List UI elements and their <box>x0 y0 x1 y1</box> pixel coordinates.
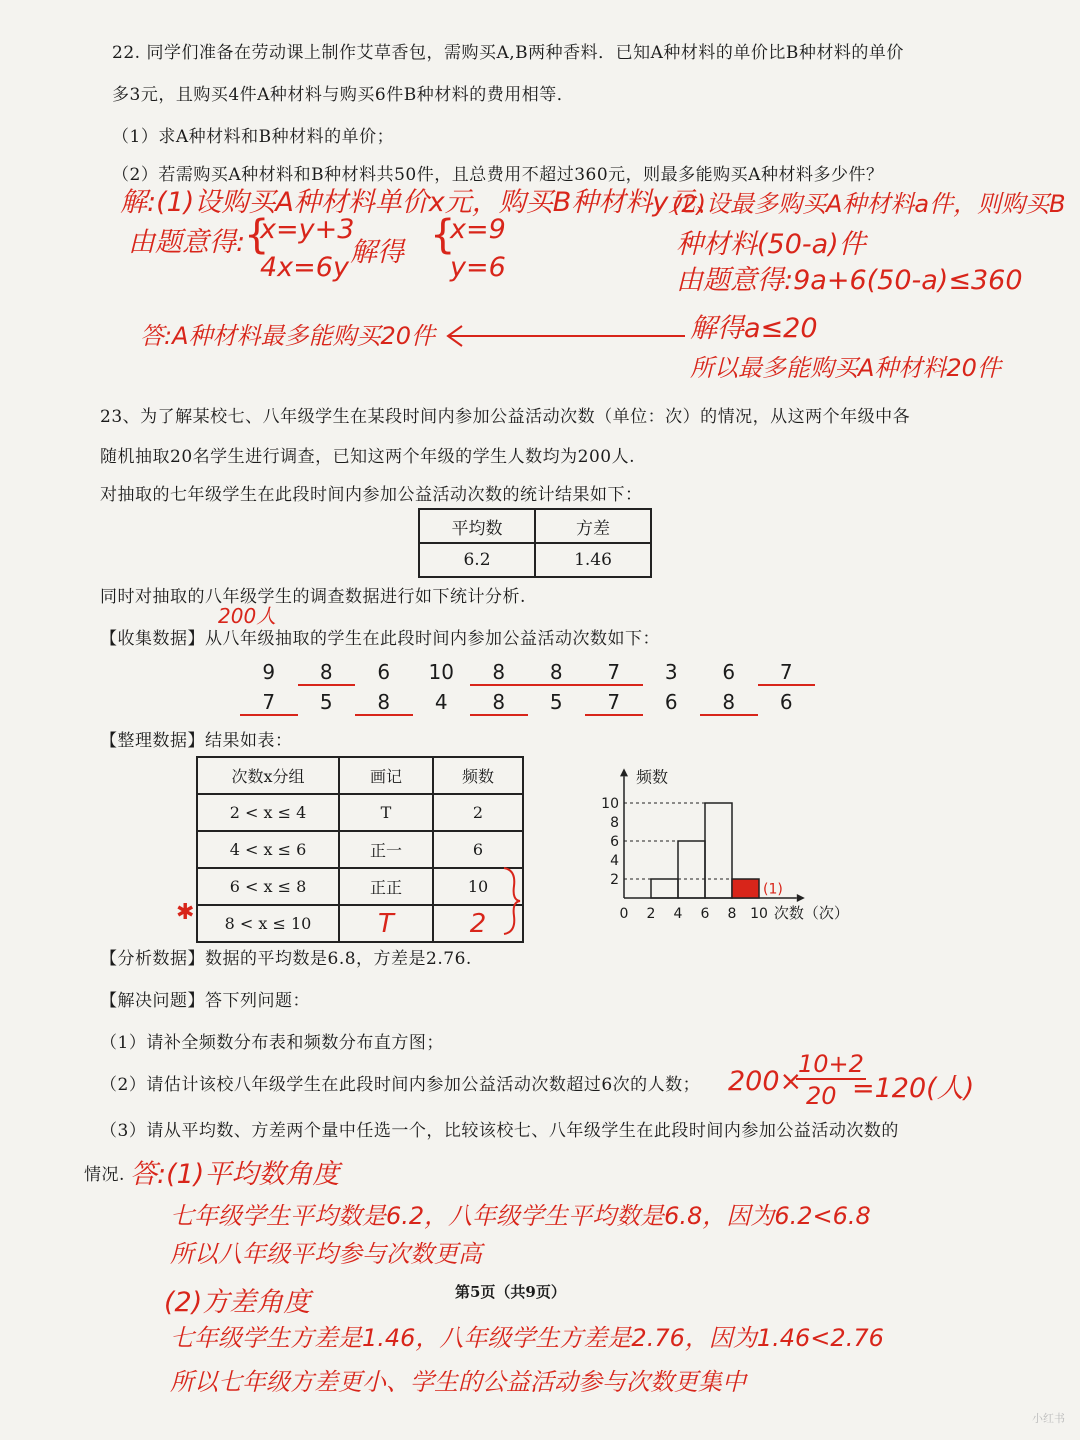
histogram-bar <box>678 841 705 898</box>
x-tick-label: 8 <box>727 906 737 922</box>
q23-organize: 【整理数据】结果如表： <box>100 731 293 751</box>
freq-cell: 6 < x ≤ 8 <box>197 868 339 905</box>
freq-cell: T <box>339 794 433 831</box>
filled-bar-label: (1) <box>763 881 783 898</box>
freq-cell: 8 < x ≤ 10 <box>197 905 339 942</box>
x-tick-label: 10 <box>750 906 768 922</box>
q22-line2: 多3元，且购买4件A种材料与购买6件B种材料的费用相等． <box>112 85 575 105</box>
data-row-2 <box>240 690 820 716</box>
freq-cell: 正正 <box>339 868 433 905</box>
q23-ans3-line3: 七年级学生方差是1.46，八年级学生方差是2.76，因为1.46<2.76 <box>170 1324 884 1352</box>
stat-header-mean: 平均数 <box>419 509 535 543</box>
x-tick-label: 0 <box>619 906 629 922</box>
watermark: 小红书 <box>1032 1412 1065 1425</box>
q23-part3-line2: 情况. <box>84 1165 125 1185</box>
freq-cell: 6 <box>433 831 523 868</box>
data-value: 8 <box>355 690 413 716</box>
arrow-left-icon <box>440 318 690 358</box>
q22-final-answer: 答:A种材料最多能购买20件 <box>140 322 436 350</box>
data-value: 5 <box>549 690 563 714</box>
data-value: 8 <box>470 690 528 716</box>
q23-line2: 随机抽取20名学生进行调查，已知这两个年级的学生人数均为200人. <box>100 447 635 467</box>
star-mark-icon: ✱ <box>176 900 195 925</box>
q23-part3-line1: （3）请从平均数、方差两个量中任选一个，比较该校七、八年级学生在此段时间内参加公益活动次数的 <box>100 1121 899 1141</box>
freq-cell: 4 < x ≤ 6 <box>197 831 339 868</box>
q22-part1: （1）求A种材料和B种材料的单价； <box>112 127 395 147</box>
stat-header-variance: 方差 <box>535 509 651 543</box>
freq-cell: 2 <box>433 794 523 831</box>
data-value: 8 <box>470 660 528 686</box>
x-axis-label: 次数（次） <box>773 904 849 922</box>
q22-part2: （2）若需购买A种材料和B种材料共50件，且总费用不超过360元，则最多能购买A种材料多少件？ <box>112 165 884 185</box>
data-value: 7 <box>585 660 643 686</box>
q23-ans3-line1: 七年级学生平均数是6.2，八年级学生平均数是6.8，因为6.2<6.8 <box>170 1202 871 1230</box>
freq-cell: 正一 <box>339 831 433 868</box>
x-tick-label: 4 <box>673 906 683 922</box>
q22-ans2-line4: 解得a≤20 <box>690 313 818 344</box>
brace-left-2: { <box>430 212 456 258</box>
q23-collect: 【收集数据】从八年级抽取的学生在此段时间内参加公益活动次数如下： <box>100 629 660 649</box>
y-axis-arrow <box>620 768 628 776</box>
q23-p2-answer-b: =120(人) <box>852 1073 975 1104</box>
q23-ans3-line4: 所以七年级方差更小、学生的公益活动参与次数更集中 <box>170 1368 746 1396</box>
data-value: 7 <box>758 660 816 686</box>
data-value: 6 <box>722 660 736 684</box>
q23-ans3-head: 答:(1)平均数角度 <box>130 1159 340 1190</box>
data-value: 8 <box>700 690 758 716</box>
page-footer: 第5页（共9页） <box>455 1283 566 1301</box>
y-tick-label: 2 <box>610 872 619 888</box>
data-row-1 <box>240 660 820 686</box>
data-value: 8 <box>298 660 356 686</box>
data-value: 3 <box>664 660 678 684</box>
y-tick-label: 10 <box>601 796 619 812</box>
q23-ans3-line2: 所以八年级平均参与次数更高 <box>170 1240 482 1268</box>
y-tick-label: 4 <box>610 853 619 869</box>
q23-ans3-head2: (2)方差角度 <box>164 1287 311 1318</box>
q22-ans2-line5: 所以最多能购买A种材料20件 <box>690 354 1001 382</box>
data-value: 4 <box>434 690 448 714</box>
data-value: 8 <box>528 660 586 686</box>
freq-header-count: 频数 <box>433 757 523 794</box>
data-value: 5 <box>319 690 333 714</box>
data-value: 10 <box>428 660 454 684</box>
q22-ans2-line2: 种材料(50-a)件 <box>676 229 866 260</box>
frequency-table <box>196 756 524 943</box>
freq-header-tally: 画记 <box>339 757 433 794</box>
q23-part1: （1）请补全频数分布表和频数分布直方图； <box>100 1033 444 1053</box>
histogram-bar <box>705 803 732 898</box>
q23-solve: 【解决问题】答下列问题： <box>100 991 310 1011</box>
q23-p2-answer-numerator: 10+2 <box>798 1050 864 1078</box>
q22-sol2: y=6 <box>450 252 506 283</box>
q23-part2: （2）请估计该校八年级学生在此段时间内参加公益活动次数超过6次的人数； <box>100 1075 701 1095</box>
q23-note-200: 200人 <box>218 604 277 628</box>
data-value: 6 <box>664 690 678 714</box>
y-tick-label: 6 <box>610 834 619 850</box>
q23-line4: 同时对抽取的八年级学生的调查数据进行如下统计分析. <box>100 587 526 607</box>
freq-cell: 10 <box>433 868 523 905</box>
histogram-bar <box>651 879 678 898</box>
grade7-stat-table <box>418 508 652 578</box>
freq-cell-handwritten: 2 <box>433 905 523 942</box>
x-axis-arrow <box>797 894 805 902</box>
q23-line1: 23、为了解某校七、八年级学生在某段时间内参加公益活动次数（单位：次）的情况，从这两个年级中各 <box>100 407 911 427</box>
q23-line3: 对抽取的七年级学生在此段时间内参加公益活动次数的统计结果如下： <box>100 485 643 505</box>
q22-solve-word: 解得 <box>350 237 404 268</box>
q22-answer-line1: 解:(1)设购买A种材料单价x元，购买B种材料y元、 <box>120 187 723 218</box>
q23-p2-answer-denominator: 20 <box>806 1082 837 1110</box>
freq-cell-handwritten: T <box>339 905 433 942</box>
data-value: 6 <box>377 660 391 684</box>
x-tick-label: 2 <box>646 906 656 922</box>
q23-analyze: 【分析数据】数据的平均数是6.8，方差是2.76. <box>100 949 472 969</box>
q22-ans2-line3: 由题意得:9a+6(50-a)≤360 <box>676 265 1023 296</box>
q22-line1: 22. 同学们准备在劳动课上制作艾草香包，需购买A,B两种香料．已知A种材料的单价比B种材料的单价 <box>112 43 904 63</box>
data-value: 7 <box>585 690 643 716</box>
freq-header-group: 次数x分组 <box>197 757 339 794</box>
y-tick-label: 8 <box>610 815 619 831</box>
stat-value-variance: 1.46 <box>535 543 651 577</box>
data-value: 9 <box>262 660 276 684</box>
q22-ans2-line1: (2)设最多购买A种材料a件，则购买B <box>672 190 1066 218</box>
stat-value-mean: 6.2 <box>419 543 535 577</box>
y-axis-label: 频数 <box>636 767 669 787</box>
brace-left-1: { <box>244 212 270 258</box>
histogram-bar-filled <box>732 879 759 898</box>
frequency-histogram <box>598 756 868 936</box>
q22-answer-line2: 由题意得: <box>128 227 246 258</box>
x-tick-label: 6 <box>700 906 710 922</box>
freq-cell: 2 < x ≤ 4 <box>197 794 339 831</box>
q22-sol1: x=9 <box>450 214 506 245</box>
q23-p2-answer-a: 200× <box>728 1066 803 1097</box>
data-value: 7 <box>240 690 298 716</box>
q22-eq1: x=y+3 <box>260 214 355 245</box>
data-value: 6 <box>779 690 793 714</box>
brace-right-icon <box>500 866 524 936</box>
q22-eq2: 4x=6y <box>260 252 349 283</box>
